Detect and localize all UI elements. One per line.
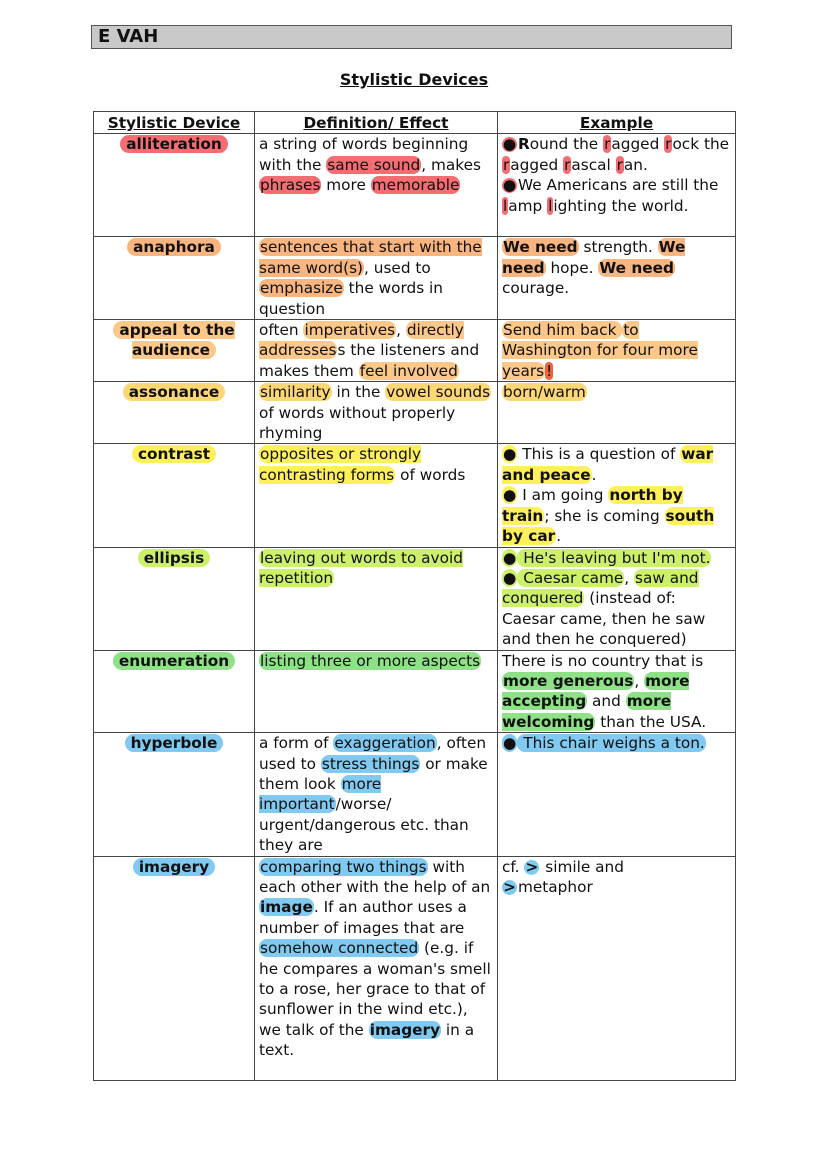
term-cell — [94, 134, 255, 237]
term-label: anaphora — [127, 238, 221, 256]
definition-cell: a form of exaggeration, often used to stress things or make them look more important/worse/ urgent/dangerous etc. than they are — [255, 733, 498, 856]
definition-cell: often imperatives, directly addressess the listeners and makes them feel involved — [255, 320, 498, 382]
example-cell: There is no country that is more generous, more accepting and more welcoming than the USA. — [498, 650, 736, 733]
table-row-alliteration — [94, 134, 736, 237]
term-cell — [94, 547, 255, 650]
bullet-icon: ● — [503, 548, 517, 567]
arrow-icon: > — [525, 857, 539, 876]
bullet-icon: ● — [503, 568, 517, 587]
term-cell — [94, 650, 255, 733]
table-row-hyperbole — [94, 733, 736, 856]
definition-cell: opposites or strongly contrasting forms of words — [255, 444, 498, 547]
definition-cell: leaving out words to avoid repetition — [255, 547, 498, 650]
table-row-imagery — [94, 856, 736, 1080]
bullet-icon: ● — [502, 176, 517, 195]
term-label: hyperbole — [125, 734, 224, 752]
term-cell — [94, 733, 255, 856]
table-row-contrast — [94, 444, 736, 547]
definition-cell: sentences that start with the same word(s), used to emphasize the words in question — [255, 237, 498, 320]
term-label: contrast — [132, 445, 216, 463]
example-cell: Send him back to Washington for four more years ! — [498, 320, 736, 382]
example-cell: born/warm — [498, 382, 736, 444]
document-title: Stylistic Devices — [339, 70, 489, 89]
definition-cell: a string of words beginning with the same sound, makes phrases more memorable — [255, 134, 498, 237]
term-label: appeal to the audience — [113, 321, 234, 359]
term-cell — [94, 237, 255, 320]
column-header-definition: Definition/ Effect — [255, 112, 498, 134]
term-cell — [94, 444, 255, 547]
term-label: alliteration — [120, 135, 228, 153]
example-cell: ● He's leaving but I'm not. ● Caesar came, saw and conquered (instead of: Caesar came, then he saw and then he conquered) — [498, 547, 736, 650]
bullet-icon: ● — [503, 445, 517, 464]
definition-cell: listing three or more aspects — [255, 650, 498, 733]
term-label: ellipsis — [138, 549, 211, 567]
table-row-appeal-to-the-audience — [94, 320, 736, 382]
term-label: assonance — [123, 383, 226, 401]
column-header-device: Stylistic Device — [94, 112, 255, 134]
table-row-ellipsis — [94, 547, 736, 650]
example-cell: ● This chair weighs a ton. — [498, 733, 736, 856]
table-row-enumeration — [94, 650, 736, 733]
arrow-icon: > — [503, 878, 516, 896]
bullet-icon: ● — [503, 486, 517, 505]
table-row-assonance — [94, 382, 736, 444]
term-cell — [94, 382, 255, 444]
definition-cell: similarity in the vowel sounds of words without properly rhyming — [255, 382, 498, 444]
header-bar — [91, 25, 732, 49]
example-cell: ● Round the ragged rock the ragged rascal ran. ● We Americans are still the lamp lighting the world. — [498, 134, 736, 237]
term-label: enumeration — [113, 652, 235, 670]
table-row-anaphora — [94, 237, 736, 320]
header-title: E VAH — [98, 26, 159, 47]
definition-cell: comparing two things with each other with the help of an image. If an author uses a number of images that are somehow connected (e.g. if he compares a woman's smell to a rose, her grace to that of sunflower in the wind etc.), we talk of the imagery in a text. — [255, 856, 498, 1080]
bullet-icon: ● — [503, 734, 517, 753]
term-cell — [94, 856, 255, 1080]
example-cell: cf. > simile and > metaphor — [498, 856, 736, 1080]
term-label: imagery — [133, 858, 215, 876]
column-header-example: Example — [498, 112, 736, 134]
bullet-icon: ● — [502, 135, 517, 154]
stylistic-devices-table — [93, 111, 736, 1081]
example-cell: We need strength. We need hope. We need courage. — [498, 237, 736, 320]
example-cell: ● This is a question of war and peace. ● I am going north by train; she is coming south by car. — [498, 444, 736, 547]
term-cell — [94, 320, 255, 382]
table-header-row — [94, 112, 736, 134]
